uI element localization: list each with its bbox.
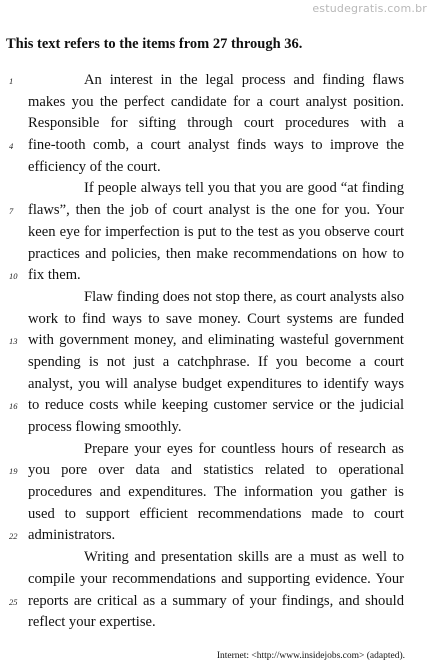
line-text: to reduce costs while keeping customer service or the judicial — [28, 397, 404, 414]
site-watermark: estudegratis.com.br — [312, 2, 427, 15]
passage-line — [0, 482, 435, 504]
line-text: procedures and expenditures. The information you gather is — [28, 484, 404, 501]
line-text: spending is not just a catchphrase. If you become a court — [28, 353, 404, 370]
passage-line — [0, 591, 435, 613]
passage-line — [0, 439, 435, 461]
passage-line — [0, 330, 435, 352]
line-text: you pore over data and statistics related to operational — [28, 462, 404, 479]
passage-line — [0, 460, 435, 482]
line-text: analyst, you will analyse budget expenditures to identify ways — [28, 375, 404, 392]
passage-line — [0, 92, 435, 114]
passage-line — [0, 287, 435, 309]
line-text: work to find ways to save money. Court systems are funded — [28, 310, 404, 327]
passage-line — [0, 547, 435, 569]
passage-line — [0, 569, 435, 591]
line-text: fix them. — [28, 267, 81, 284]
line-text: efficiency of the court. — [28, 158, 161, 175]
passage-text — [0, 70, 435, 634]
line-text: Flaw finding does not stop there, as court analysts also — [84, 288, 404, 305]
section-heading: This text refers to the items from 27 through 36. — [6, 36, 303, 52]
line-number: 7 — [9, 206, 14, 217]
line-text: Prepare your eyes for countless hours of research as — [84, 440, 404, 457]
passage-line — [0, 352, 435, 374]
passage-line — [0, 244, 435, 266]
passage-line — [0, 157, 435, 179]
line-number: 22 — [9, 531, 18, 542]
line-text: used to support efficient recommendations made to court — [28, 505, 404, 522]
line-text: keen eye for imperfection is put to the test as you observe court — [28, 223, 404, 240]
line-text: If people always tell you that you are good “at finding — [84, 180, 404, 197]
passage-line — [0, 374, 435, 396]
line-text: flaws”, then the job of court analyst is the one for you. Your — [28, 202, 404, 219]
passage-line — [0, 200, 435, 222]
passage-line — [0, 113, 435, 135]
passage-line — [0, 612, 435, 634]
line-number: 25 — [9, 596, 18, 607]
passage-line — [0, 222, 435, 244]
line-text: compile your recommendations and supporting evidence. Your — [28, 570, 404, 587]
passage-line — [0, 417, 435, 439]
line-text: practices and policies, then make recommendations on how to — [28, 245, 404, 262]
passage-line — [0, 265, 435, 287]
line-text: reflect your expertise. — [28, 614, 156, 631]
line-text: administrators. — [28, 527, 116, 544]
line-text: makes you the perfect candidate for a court analyst position. — [28, 93, 404, 110]
line-number: 16 — [9, 401, 18, 412]
line-number: 10 — [9, 271, 18, 282]
line-text: reports are critical as a summary of your findings, and should — [28, 592, 404, 609]
line-text: Responsible for sifting through court procedures with a — [28, 115, 404, 132]
line-text: process flowing smoothly. — [28, 419, 182, 435]
line-number: 19 — [9, 466, 18, 477]
line-text: fine-tooth comb, a court analyst finds ways to improve the — [28, 137, 404, 154]
passage-line — [0, 309, 435, 331]
line-text: Writing and presentation skills are a must as well to — [84, 549, 404, 566]
source-citation: Internet: <http://www.insidejobs.com> (adapted). — [216, 651, 405, 661]
line-number: 13 — [9, 336, 18, 347]
passage-line — [0, 178, 435, 200]
passage-line — [0, 504, 435, 526]
passage-line — [0, 395, 435, 417]
line-number: 4 — [9, 141, 14, 152]
line-text: An interest in the legal process and finding flaws — [84, 72, 404, 88]
line-number: 1 — [9, 76, 14, 86]
passage-line — [0, 70, 435, 92]
passage-line — [0, 525, 435, 547]
passage-line — [0, 135, 435, 157]
line-text: with government money, and eliminating wasteful government — [28, 332, 404, 349]
